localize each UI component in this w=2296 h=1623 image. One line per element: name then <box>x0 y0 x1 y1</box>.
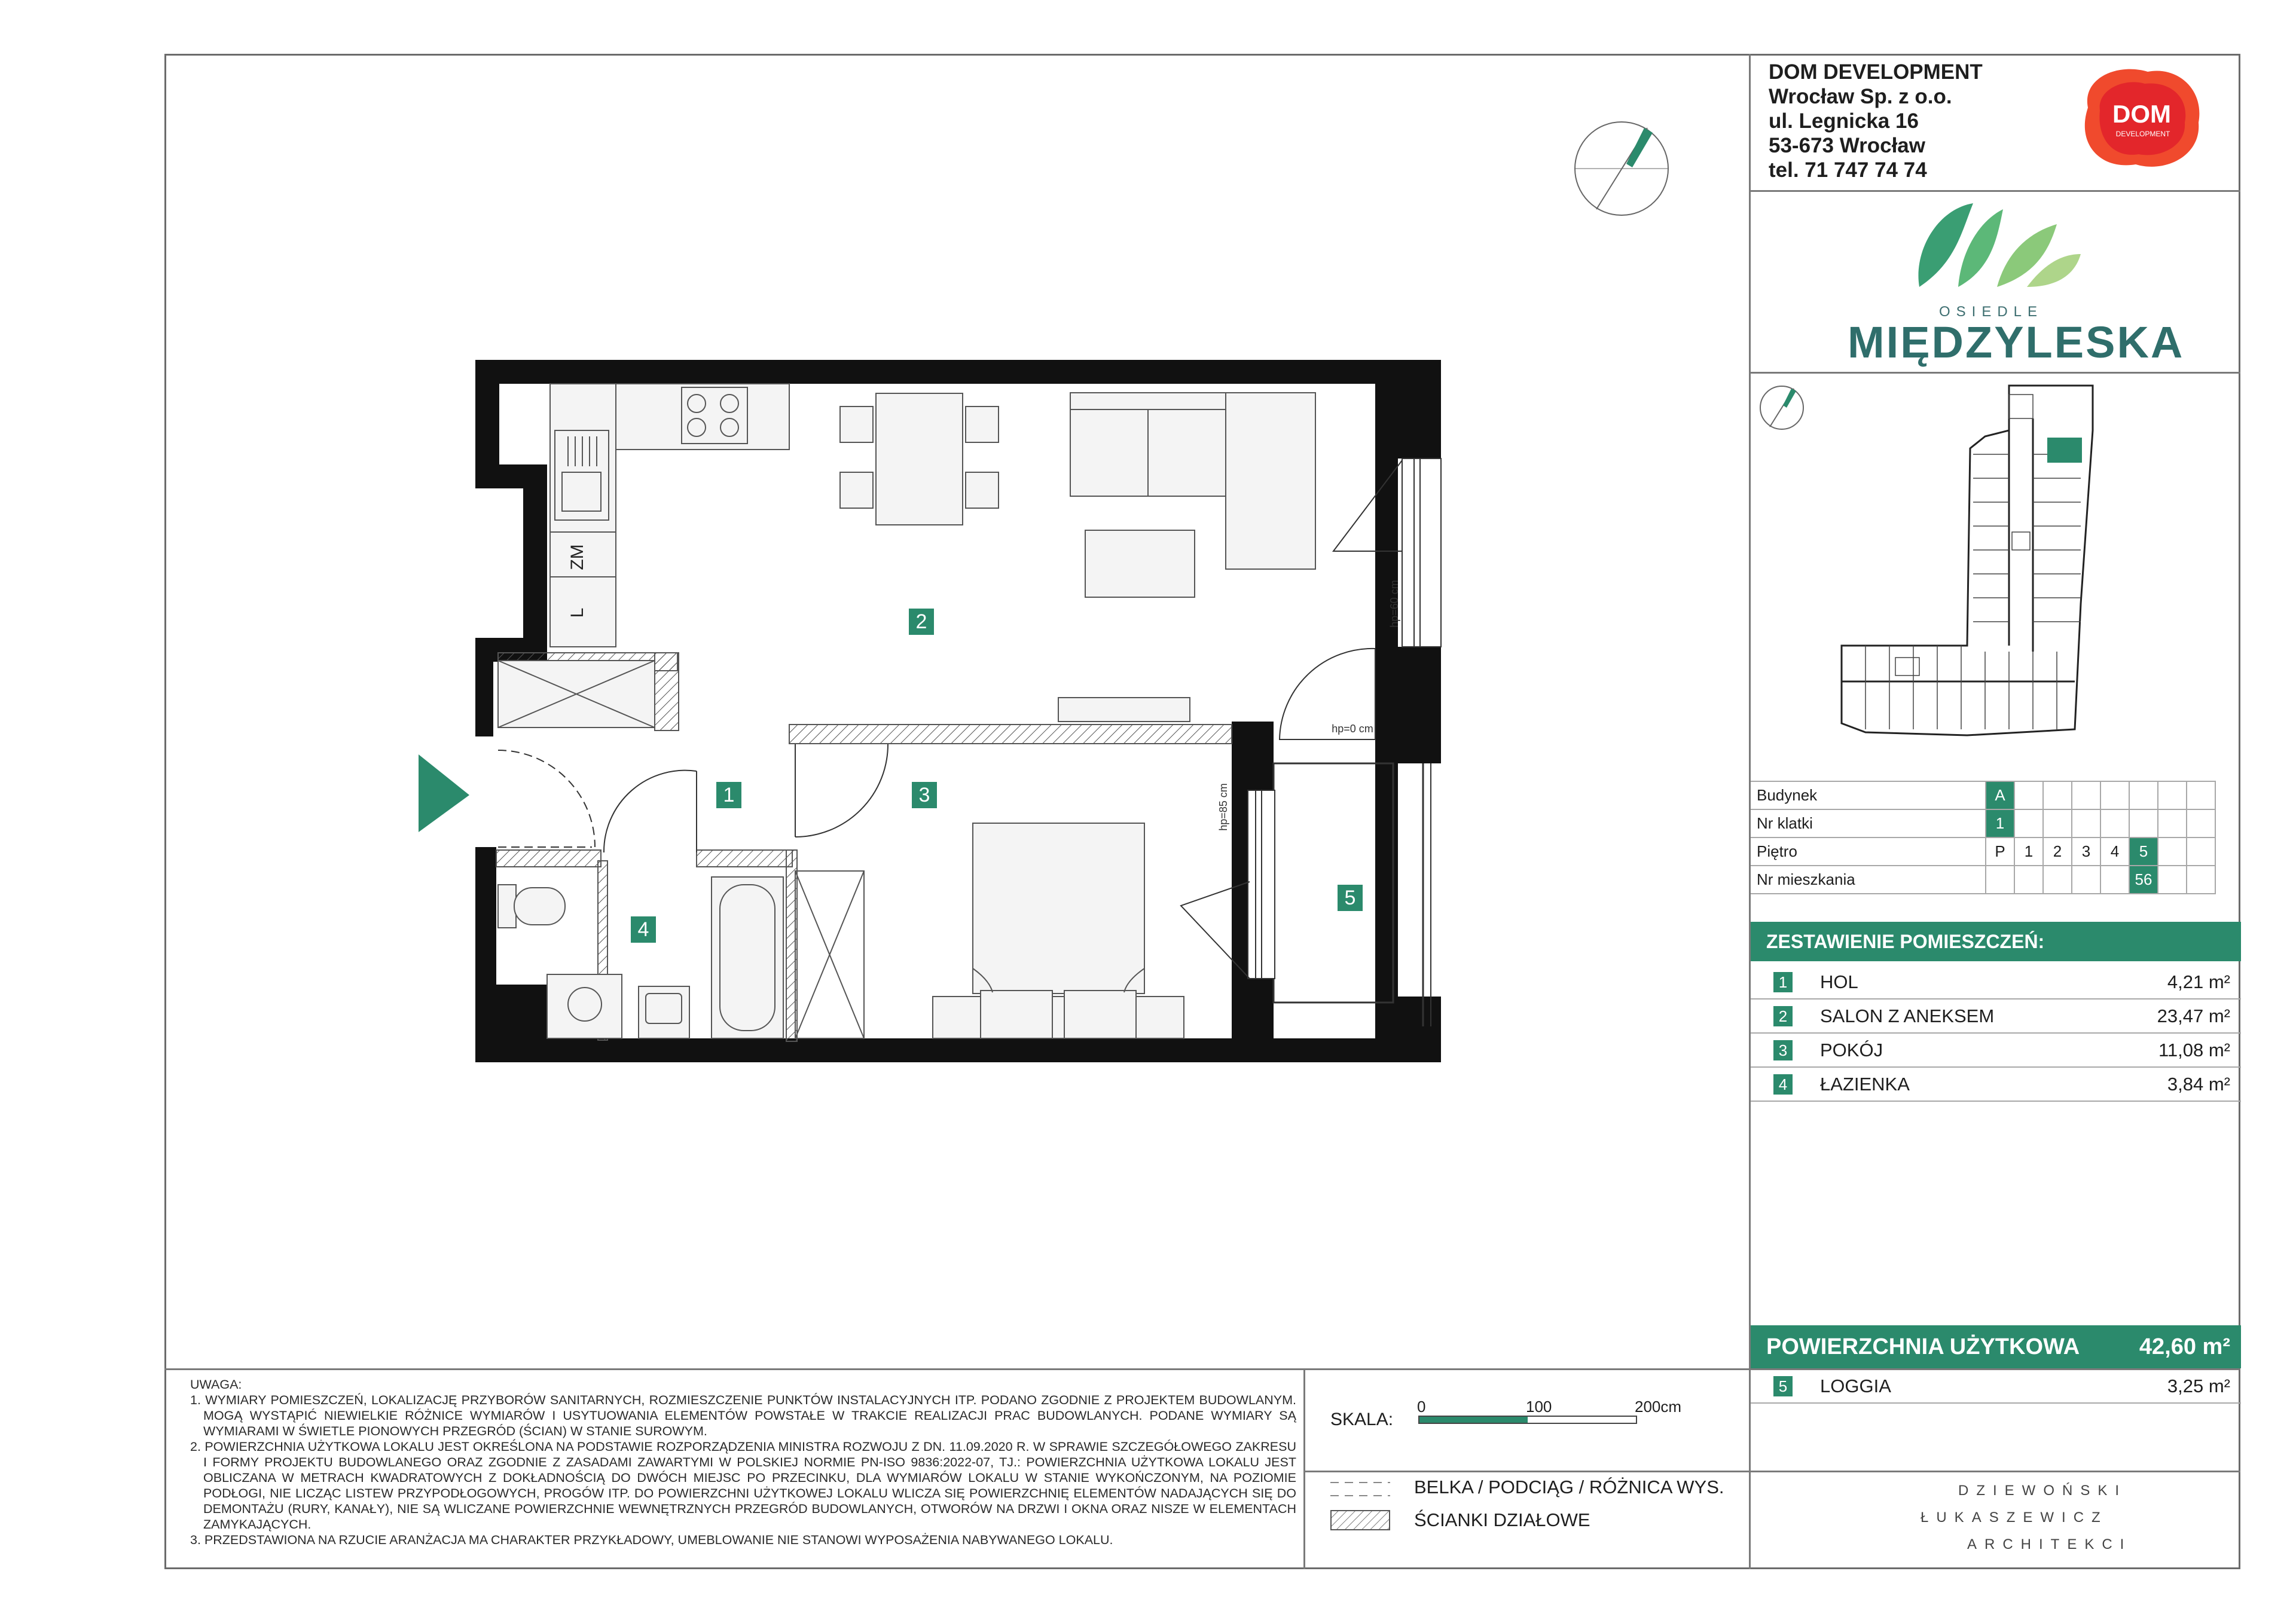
partition-legend-icon <box>1330 1510 1390 1530</box>
room-name: POKÓJ <box>1820 1040 1883 1060</box>
miedzyleska-leaf-logo <box>1907 197 2087 293</box>
room-number: 5 <box>1773 1376 1793 1396</box>
scale-label: SKALA: <box>1330 1410 1394 1429</box>
total-label: POWIERZCHNIA UŻYTKOWA <box>1766 1334 2080 1359</box>
floor-plan <box>407 353 1459 1082</box>
room-area: 4,21 m² <box>2167 971 2230 992</box>
company-name: DOM DEVELOPMENT <box>1769 60 1983 84</box>
room-number: 2 <box>1773 1006 1793 1026</box>
apartment-info-table <box>1751 781 2216 894</box>
floor-1: 1 <box>2014 838 2043 866</box>
brand-divider <box>1749 372 2240 374</box>
floor-4: 4 <box>2100 838 2129 866</box>
room-area: 3,84 m² <box>2167 1074 2230 1095</box>
beam-legend-icon <box>1330 1478 1390 1502</box>
plan-room-5-label: 5 <box>1338 885 1363 911</box>
dom-development-logo <box>2076 66 2208 170</box>
room-area: 11,08 m² <box>2158 1040 2230 1060</box>
notes-title: UWAGA: <box>190 1377 242 1392</box>
room-row-pokoj <box>1751 1032 2241 1068</box>
note-item: 2. POWIERZCHNIA UŻYTKOWA LOKALU JEST OKREŚLONA NA PODSTAWIE ROZPORZĄDZENIA MINISTRA ROZWOJU Z DN. 11.09.2020 R. W SPRAWIE SZCZEGÓŁOWEGO ZAKRESU I FORMY PROJEKTU BUDOWLANEGO ORAZ ZGODNIE Z ZASADAMI ZAWARTYMI W POLSKIEJ NORMIE PN-ISO 9836:2022-07, TJ.: POWIERZCHNIA UŻYTKOWA LOKALU JEST OBLICZANA W METRACH KWADRATOWYCH Z DOKŁADNOŚCIĄ DO DWÓCH MIEJSC PO PRZECINKU, DLA WYMIARÓW LOKALU W STANIE WYKOŃCZONYM, NA POZIOMIE PODŁOGI, NIE LICZĄC LISTEW PRZYPODŁOGOWYCH, PROGÓW ITP. DO POWIERZCHNI UŻYTKOWEJ LOKALU WLICZA SIĘ POWIERZCHNIĘ ELEMENTÓW NADAJĄCYCH SIĘ DO DEMONTAŻU (RURY, KANAŁY), NIE SĄ WLICZANE POWIERZCHNIE WEWNĘTRZNYCH PRZEGRÓD BUDOWLANYCH, OTWORÓW NA DRZWI I OKNA ORAZ NISZE W ELEMENTACH ZAMYKAJĄCYCH. <box>190 1439 1296 1532</box>
room-row-loggia <box>1751 1368 2241 1404</box>
floor-2: 2 <box>2043 838 2072 866</box>
room-area: 3,25 m² <box>2167 1376 2230 1396</box>
note-item: 3. PRZEDSTAWIONA NA RZUCIE ARANŻACJA MA CHARAKTER PRZYKŁADOWY, UMEBLOWANIE NIE STANOWI WYPOSAŻENIA NABYWANEGO LOKALU. <box>190 1533 1113 1547</box>
room-name: LOGGIA <box>1820 1376 1891 1396</box>
company-city: 53-673 Wrocław <box>1769 134 1925 157</box>
room-name: SALON Z ANEKSEM <box>1820 1005 1995 1026</box>
header-divider <box>1749 190 2240 192</box>
hp60-label: hp=60 cm <box>1388 580 1400 628</box>
logo-dom-text: DOM <box>2112 100 2171 128</box>
partition-legend-label: ŚCIANKI DZIAŁOWE <box>1414 1509 1590 1530</box>
architect-line-3: ARCHITEKCI <box>1967 1536 2132 1552</box>
total-value: 42,60 m² <box>2139 1334 2230 1359</box>
notes-divider <box>1303 1368 1305 1569</box>
total-area-bar <box>1751 1325 2241 1368</box>
klatka-label: Nr klatki <box>1751 809 1986 838</box>
scale-tick-0: 0 <box>1417 1398 1426 1416</box>
floor-5-selected: 5 <box>2129 838 2158 866</box>
small-compass-icon <box>1758 384 1806 432</box>
building-key-plan <box>1830 383 2105 741</box>
pietro-label: Piętro <box>1751 838 1986 866</box>
room-name: HOL <box>1820 971 1858 992</box>
zm-label: ZM <box>567 544 587 570</box>
floor-p: P <box>1986 838 2014 866</box>
l-label: L <box>567 607 587 618</box>
mieszkanie-label: Nr mieszkania <box>1751 866 1986 894</box>
room-row-hol <box>1751 964 2241 1000</box>
company-entity: Wrocław Sp. z o.o. <box>1769 85 1952 108</box>
hp0-label: hp=0 cm <box>1332 723 1373 735</box>
notes-block <box>190 1377 1296 1548</box>
budynek-value: A <box>1986 781 2014 809</box>
room-row-lazienka <box>1751 1066 2241 1102</box>
logo-development-text: DEVELOPMENT <box>2115 130 2170 138</box>
company-phone: tel. 71 747 74 74 <box>1769 158 1927 182</box>
hp85-label: hp=85 cm <box>1217 783 1229 831</box>
compass-icon <box>1573 120 1671 218</box>
plan-room-2-label: 2 <box>909 609 934 635</box>
legend-divider <box>1303 1471 2240 1472</box>
brand-subtitle: OSIEDLE <box>1938 304 2044 320</box>
scale-bar <box>1418 1416 1637 1424</box>
room-name: ŁAZIENKA <box>1820 1074 1910 1095</box>
klatka-value: 1 <box>1986 809 2014 838</box>
selected-apartment-highlight <box>2047 438 2082 463</box>
plan-room-3-label: 3 <box>912 782 937 808</box>
budynek-label: Budynek <box>1751 781 1986 809</box>
floor-3: 3 <box>2072 838 2100 866</box>
rooms-heading: ZESTAWIENIE POMIESZCZEŃ: <box>1751 922 2241 961</box>
scale-tick-200: 200cm <box>1635 1398 1682 1416</box>
mieszkanie-value: 56 <box>2129 866 2158 894</box>
company-info <box>1769 60 1983 182</box>
scale-tick-100: 100 <box>1526 1398 1552 1416</box>
architect-line-1: DZIEWOŃSKI <box>1958 1483 2127 1499</box>
room-number: 4 <box>1773 1074 1793 1095</box>
beam-legend-label: BELKA / PODCIĄG / RÓŻNICA WYS. <box>1414 1477 1724 1497</box>
plan-room-1-label: 1 <box>716 782 741 808</box>
room-area: 23,47 m² <box>2157 1005 2230 1026</box>
room-number: 1 <box>1773 972 1793 992</box>
room-row-salon <box>1751 998 2241 1034</box>
room-number: 3 <box>1773 1040 1793 1060</box>
company-street: ul. Legnicka 16 <box>1769 109 1919 133</box>
entry-arrow <box>419 754 469 832</box>
plan-room-4-label: 4 <box>631 916 656 943</box>
note-item: 1. WYMIARY POMIESZCZEŃ, LOKALIZACJĘ PRZYBORÓW SANITARNYCH, ROZMIESZCZENIE PUNKTÓW INSTALACYJNYCH ITP. PODANO ZGODNIE Z PROJEKTEM BUDOWLANYM. MOGĄ WYSTĄPIĆ NIEWIELKIE RÓŻNICE WYMIARÓW I USYTUOWANIA ELEMENTÓW POWSTAŁE W TRAKCIE REALIZACJI PRAC BUDOWLANYCH. PODANE WYMIARY SĄ WYMIARAMI W ŚWIETLE PIONOWYCH PRZEGRÓD (ŚCIAN) W STANIE SUROWYM. <box>190 1393 1296 1438</box>
brand-title: MIĘDZYLESKA <box>1848 317 2185 367</box>
architect-line-2: ŁUKASZEWICZ <box>1921 1509 2108 1526</box>
